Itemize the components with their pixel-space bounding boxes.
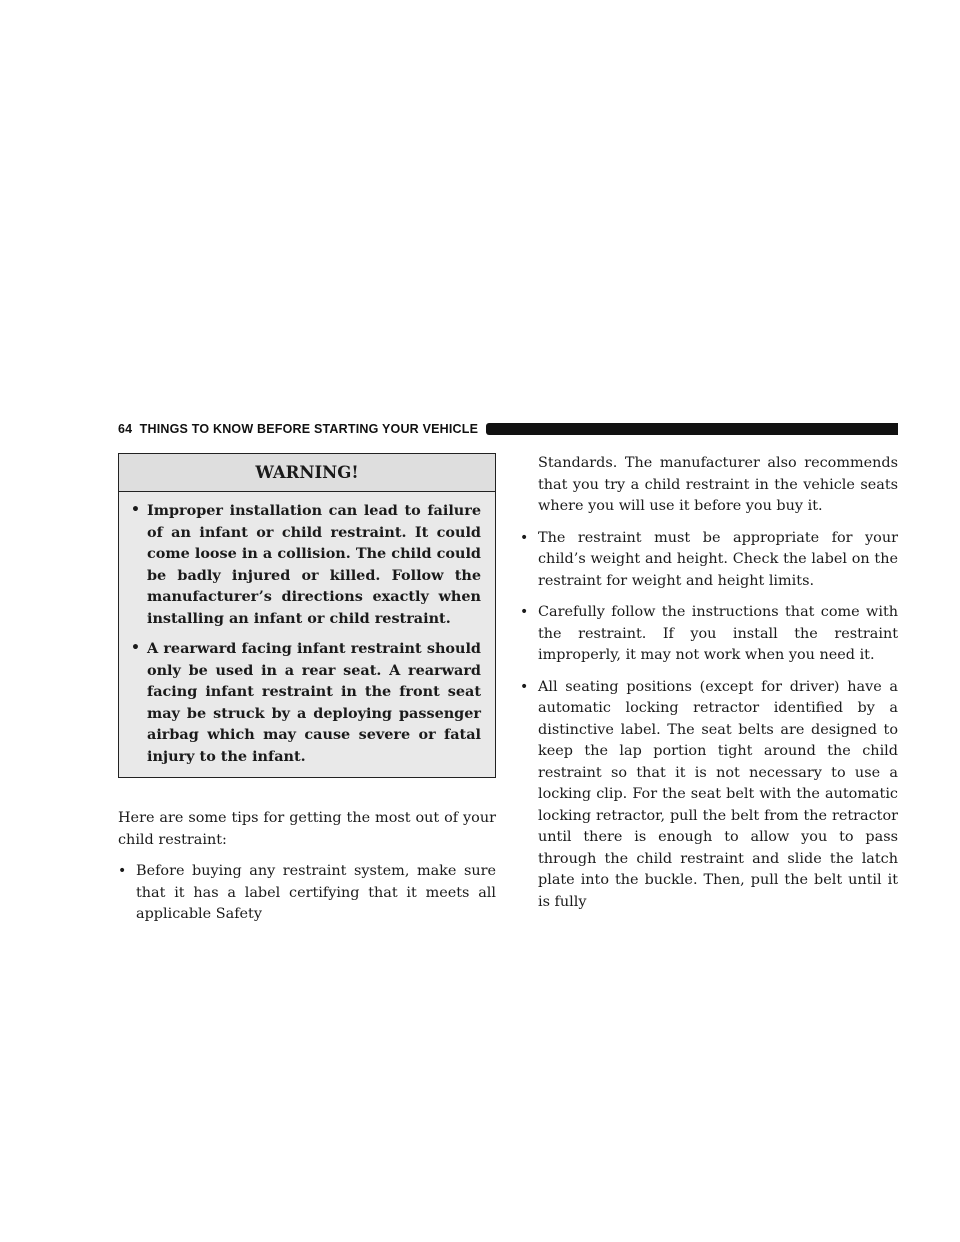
section-title: THINGS TO KNOW BEFORE STARTING YOUR VEHICLE	[139, 422, 479, 436]
warning-title: WARNING!	[119, 454, 495, 492]
bullet-icon: •	[520, 678, 529, 695]
header-rule	[486, 423, 898, 435]
tip-item	[520, 677, 898, 914]
warning-item	[131, 638, 481, 767]
warning-item-text: A rearward facing infant restraint should only be used in a rear seat. A rearward facing infant restraint in the front seat may be struck by a deploying passenger airbag which may cause severe or fatal injury to the infant.	[147, 640, 481, 765]
warning-item-text: Improper installation can lead to failure of an infant or child restraint. It could come loose in a collision. The child could be badly injured or killed. Follow the manufacturer’s directions exactly when installing an infant or child restraint.	[147, 502, 481, 627]
left-column	[118, 453, 496, 926]
right-column	[520, 453, 898, 913]
tip-continuation: Standards. The manufacturer also recommends that you try a child restraint in the vehicle seats where you will use it before you buy it.	[538, 455, 898, 514]
warning-box	[118, 453, 496, 778]
tip-item	[118, 861, 496, 926]
tip-text: All seating positions (except for driver) have a automatic locking retractor identified by a distinctive label. The seat belts are designed to keep the lap portion tight around the child restraint so that it is not necessary to use a locking clip. For the seat belt with the automatic locking retractor, pull the belt from the retractor until there is enough to allow you to pass through the child restraint and slide the latch plate into the buckle. Then, pull the belt until it is fully	[538, 678, 898, 910]
intro-paragraph: Here are some tips for getting the most out of your child restraint:	[118, 810, 496, 848]
tip-text: Before buying any restraint system, make sure that it has a label certifying that it meets all applicable Safety	[136, 863, 496, 922]
warning-item	[131, 500, 481, 629]
page-header	[118, 420, 898, 438]
tip-text: Carefully follow the instructions that come with the restraint. If you install the restraint improperly, it may not work when you need it.	[538, 604, 898, 663]
tip-item	[520, 528, 898, 593]
bullet-icon: •	[520, 529, 529, 546]
warning-body	[119, 492, 495, 777]
bullet-icon: •	[131, 640, 140, 656]
bullet-icon: •	[520, 604, 529, 620]
page-number: 64	[118, 422, 133, 436]
tip-item	[520, 602, 898, 667]
tip-text: The restraint must be appropriate for your child’s weight and height. Check the label on the restraint for weight and height limits.	[538, 529, 898, 589]
bullet-icon: •	[118, 863, 127, 879]
bullet-icon: •	[131, 502, 140, 518]
header-text	[118, 422, 478, 436]
